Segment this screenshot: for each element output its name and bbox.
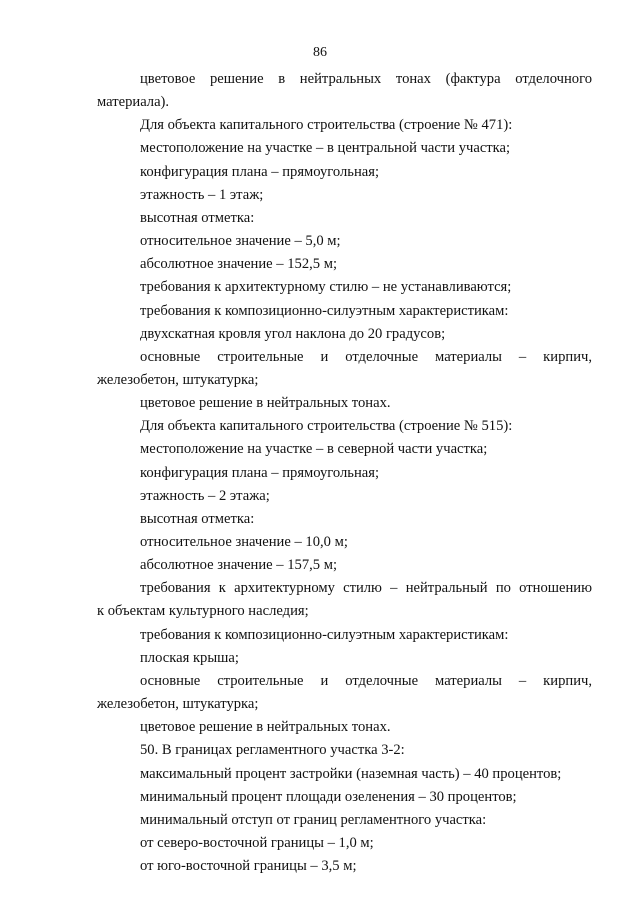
text-line: железобетон, штукатурка; bbox=[97, 371, 259, 388]
text-line: абсолютное значение – 152,5 м; bbox=[140, 256, 338, 273]
text-line: относительное значение – 5,0 м; bbox=[140, 233, 341, 249]
text-line: плоская крыша; bbox=[140, 649, 239, 666]
text-line: Для объекта капитального строительства (строение № 515): bbox=[140, 418, 513, 435]
text-line: конфигурация плана – прямоугольная; bbox=[140, 464, 380, 481]
text-line: этажность – 1 этаж; bbox=[140, 186, 264, 203]
text-line: высотная отметка: bbox=[140, 209, 255, 226]
text-line: минимальный процент площади озеленения – 30 процентов; bbox=[140, 788, 517, 805]
text-line: основные строительные и отделочные материалы – кирпич, bbox=[140, 672, 592, 689]
text-line: к объектам культурного наследия; bbox=[97, 603, 309, 620]
text-line: относительное значение – 10,0 м; bbox=[140, 534, 348, 550]
text-line: требования к архитектурному стилю – нейтральный по отношению bbox=[140, 580, 592, 597]
text-line: конфигурация плана – прямоугольная; bbox=[140, 163, 380, 180]
text-line: требования к архитектурному стилю – не устанавливаются; bbox=[140, 279, 512, 296]
text-line: цветовое решение в нейтральных тонах. bbox=[140, 395, 391, 412]
text-line: цветовое решение в нейтральных тонах (фактура отделочного bbox=[140, 71, 592, 87]
text-line: материала). bbox=[97, 94, 170, 111]
text-line: этажность – 2 этажа; bbox=[140, 487, 270, 504]
text-line: от северо-восточной границы – 1,0 м; bbox=[140, 834, 374, 851]
text-line: абсолютное значение – 157,5 м; bbox=[140, 557, 338, 574]
text-line: требования к композиционно-силуэтным характеристикам: bbox=[140, 626, 509, 643]
text-line: местоположение на участке – в центральной части участка; bbox=[140, 140, 511, 157]
text-line: местоположение на участке – в северной части участка; bbox=[140, 441, 488, 458]
text-line: железобетон, штукатурка; bbox=[97, 696, 259, 712]
text-line: высотная отметка: bbox=[140, 510, 255, 527]
text-line: Для объекта капитального строительства (строение № 471): bbox=[140, 117, 513, 134]
text-line: от юго-восточной границы – 3,5 м; bbox=[140, 858, 357, 875]
text-line: 50. В границах регламентного участка 3-2: bbox=[140, 742, 405, 759]
text-line: цветовое решение в нейтральных тонах. bbox=[140, 719, 391, 736]
page-number: 86 bbox=[313, 45, 327, 60]
text-line: минимальный отступ от границ регламентного участка: bbox=[140, 811, 487, 828]
text-line: двухскатная кровля угол наклона до 20 градусов; bbox=[140, 325, 446, 342]
text-line: максимальный процент застройки (наземная часть) – 40 процентов; bbox=[140, 765, 562, 782]
text-line: требования к композиционно-силуэтным характеристикам: bbox=[140, 302, 509, 319]
text-line: основные строительные и отделочные материалы – кирпич, bbox=[140, 348, 592, 365]
